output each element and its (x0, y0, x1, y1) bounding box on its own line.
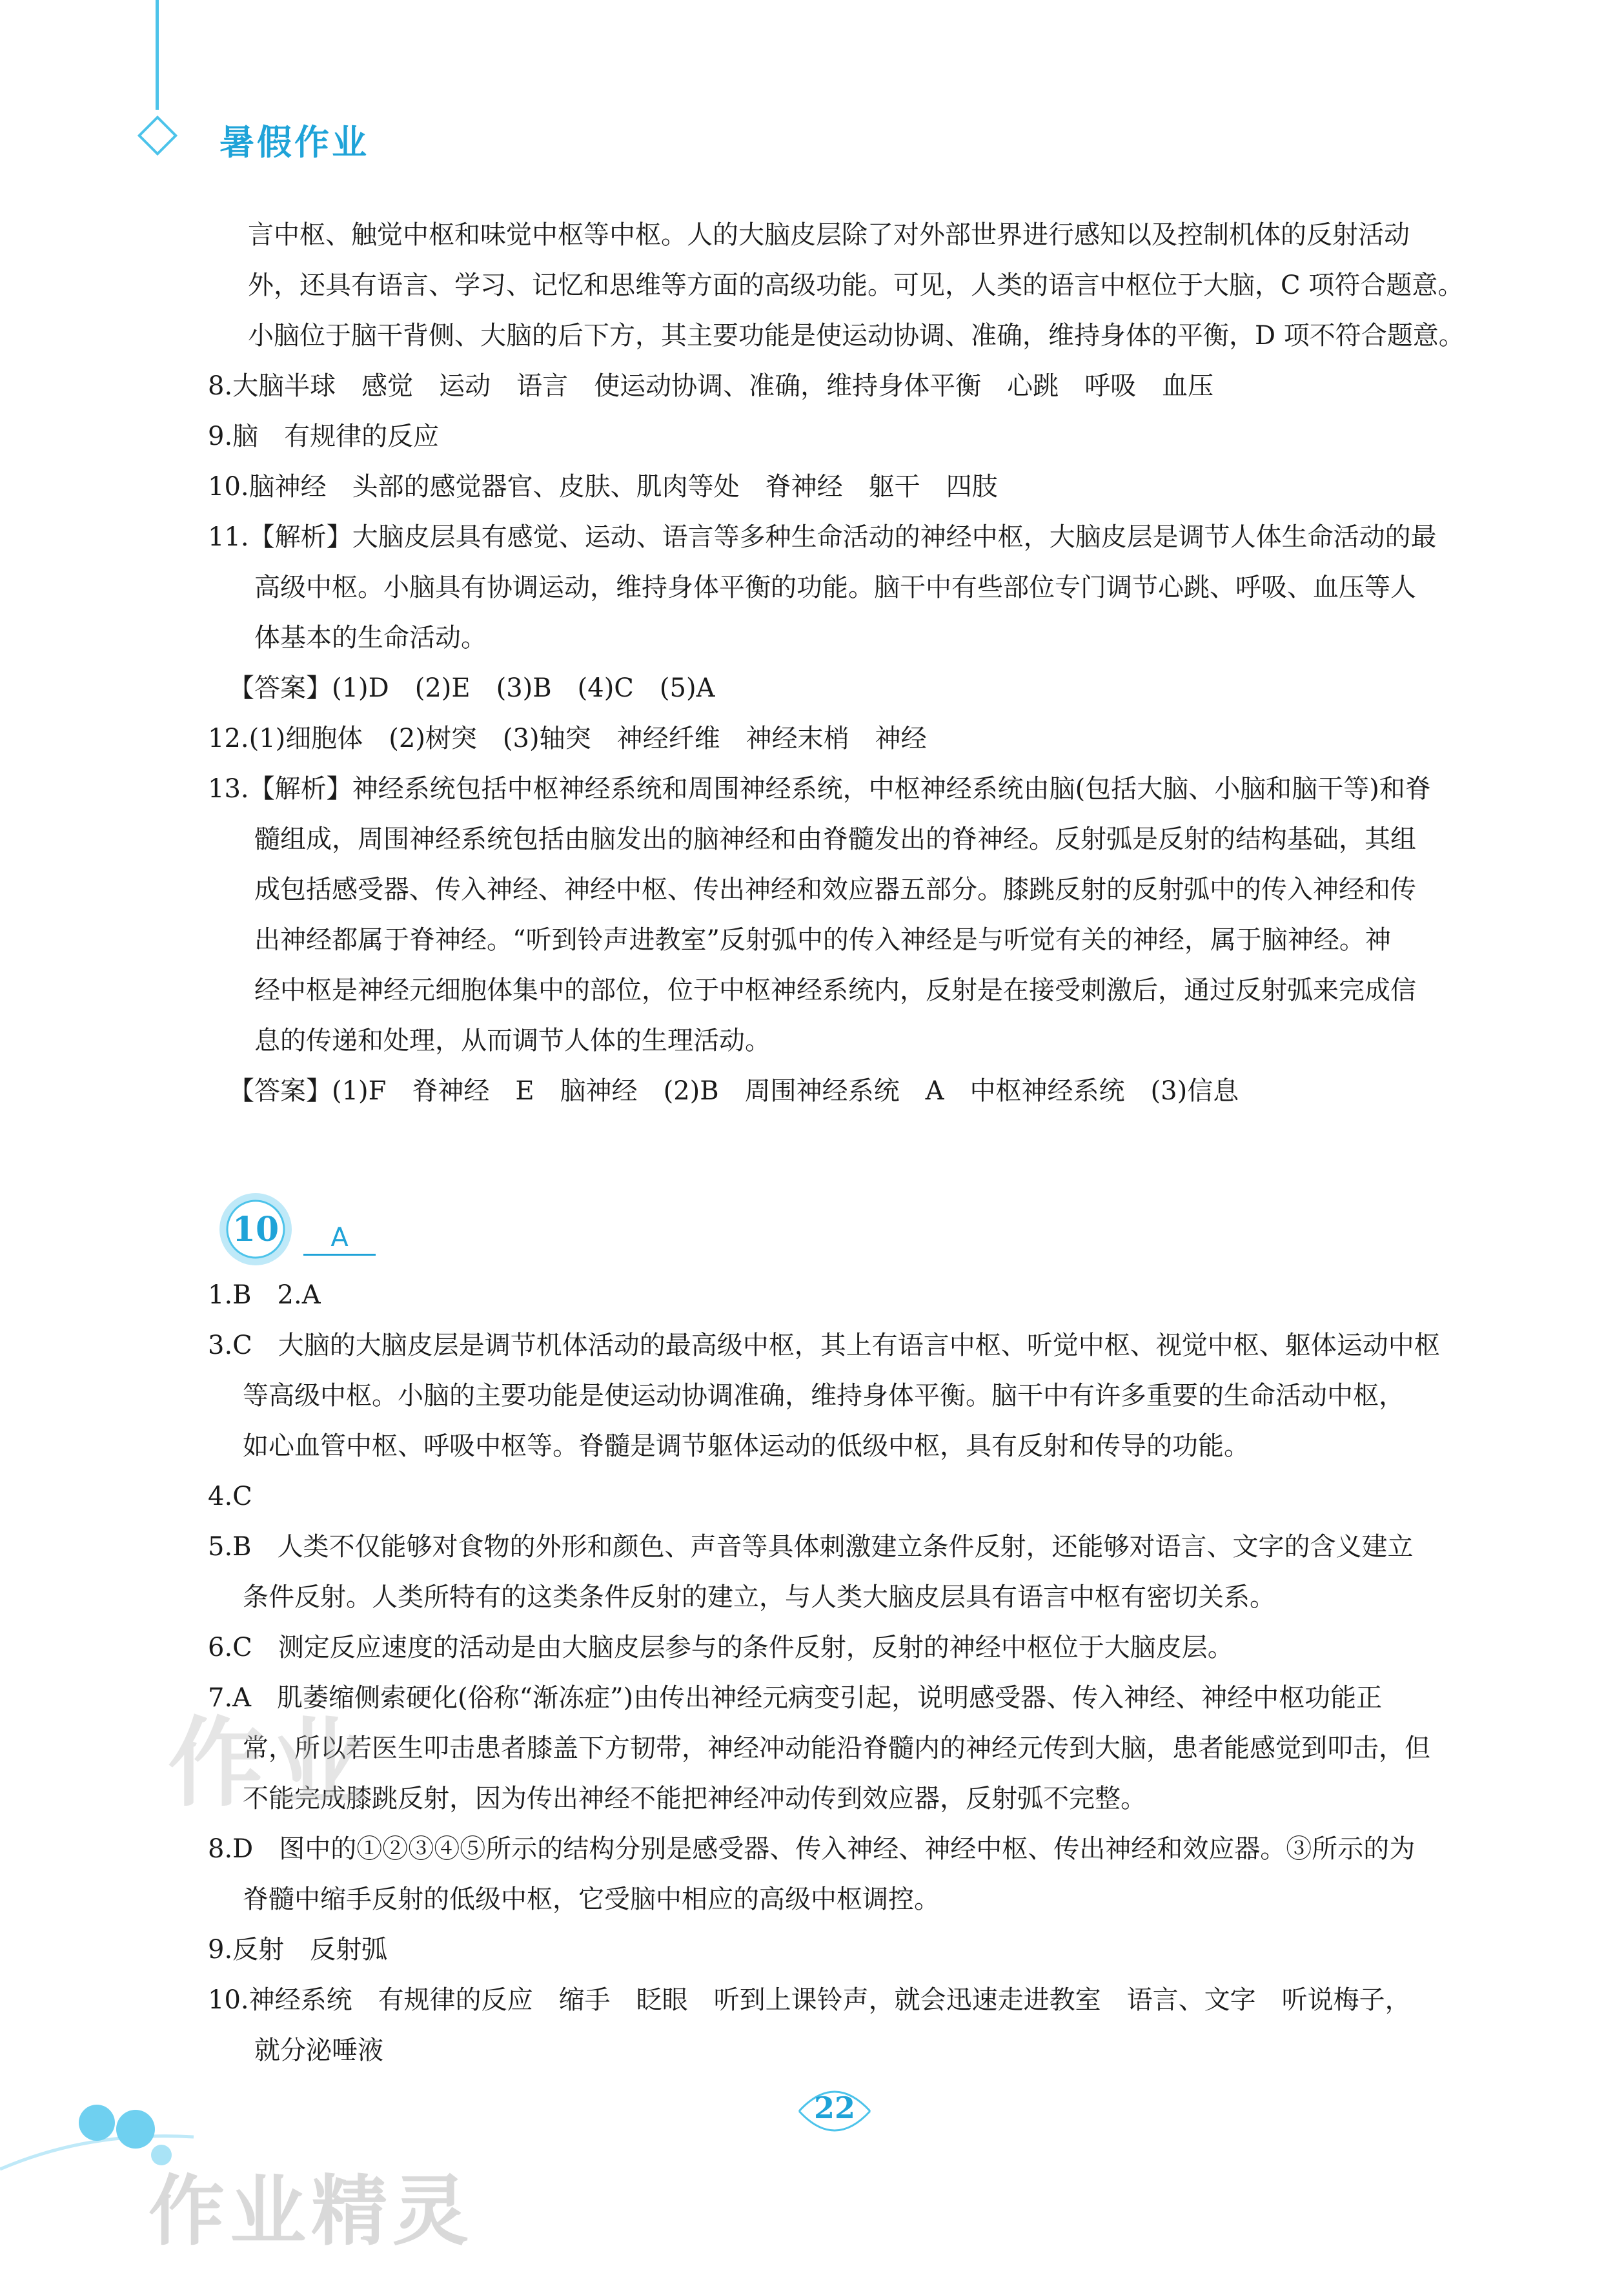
text-line: 脊髓中缩手反射的低级中枢，它受脑中相应的高级中枢调控。 (243, 1885, 940, 1914)
text-line: 就分泌唾液 (254, 2036, 383, 2065)
text-line: 高级中枢。小脑具有协调运动，维持身体平衡的功能。脑干中有些部位专门调节心跳、呼吸、血压等人 (254, 573, 1416, 602)
answer-9: 9.反射 反射弧 (208, 1935, 388, 1965)
answer-4: 4.C (208, 1482, 252, 1511)
watermark-bottom: 作业精灵 (148, 2167, 474, 2256)
header-vertical-line (156, 0, 159, 110)
answer-1-2: 1.B 2.A (208, 1280, 321, 1310)
text-line: 体基本的生命活动。 (254, 623, 487, 653)
text-line: 不能完成膝跳反射，因为传出神经不能把神经冲动传到效应器，反射弧不完整。 (243, 1784, 1146, 1813)
section-number: 10 (232, 1210, 279, 1249)
section-badge (217, 1190, 294, 1268)
answer-12: 12.(1)细胞体 (2)树突 (3)轴突 神经纤维 神经末梢 神经 (208, 724, 927, 753)
answer-11: 11.【解析】大脑皮层具有感觉、运动、语言等多种生命活动的神经中枢，大脑皮层是调节人体生命活动的最 (208, 522, 1437, 552)
answer-8: 8.大脑半球 感觉 运动 语言 使运动协调、准确，维持身体平衡 心跳 呼吸 血压 (208, 371, 1214, 401)
text-line: 经中枢是神经元细胞体集中的部位，位于中枢神经系统内，反射是在接受刺激后，通过反射弧来完成信 (254, 975, 1416, 1005)
answer-3: 3.C 大脑的大脑皮层是调节机体活动的最高级中枢，其上有语言中枢、听觉中枢、视觉中枢、躯体运动中枢 (208, 1331, 1440, 1360)
header-title: 暑假作业 (219, 122, 369, 163)
answer-10: 10.神经系统 有规律的反应 缩手 眨眼 听到上课铃声，就会迅速走进教室 语言、文字 听说梅子， (208, 1985, 1411, 2015)
text-line: 小脑位于脑干背侧、大脑的后下方，其主要功能是使运动协调、准确，维持身体的平衡，D 项不符合题意。 (248, 321, 1465, 351)
page-number: 22 (813, 2090, 855, 2125)
answer-8: 8.D 图中的①②③④⑤所示的结构分别是感受器、传入神经、神经中枢、传出神经和效应器。③所示的为 (208, 1834, 1416, 1864)
answer-13-key: 【答案】(1)F 脊神经 E 脑神经 (2)B 周围神经系统 A 中枢神经系统 (3)信息 (228, 1076, 1239, 1106)
text-line: 髓组成，周围神经系统包括由脑发出的脑神经和由脊髓发出的脊神经。反射弧是反射的结构基础，其组 (254, 824, 1416, 854)
text-line: 等高级中枢。小脑的主要功能是使运动协调准确，维持身体平衡。脑干中有许多重要的生命活动中枢， (243, 1381, 1405, 1411)
header-diamond-icon (137, 116, 178, 156)
text-line: 如心血管中枢、呼吸中枢等。脊髓是调节躯体运动的低级中枢，具有反射和传导的功能。 (243, 1431, 1250, 1461)
answer-6: 6.C 测定反应速度的活动是由大脑皮层参与的条件反射，反射的神经中枢位于大脑皮层。 (208, 1633, 1233, 1662)
answer-10: 10.脑神经 头部的感觉器官、皮肤、肌肉等处 脊神经 躯干 四肢 (208, 472, 998, 502)
answer-7: 7.A 肌萎缩侧索硬化(俗称“渐冻症”)由传出神经元病变引起，说明感受器、传入神经、神经中枢功能正 (208, 1683, 1383, 1713)
answer-11-key: 【答案】(1)D (2)E (3)B (4)C (5)A (228, 673, 715, 703)
text-line: 息的传递和处理，从而调节人体的生理活动。 (254, 1026, 771, 1056)
text-line: 成包括感受器、传入神经、神经中枢、传出神经和效应器五部分。膝跳反射的反射弧中的传入神经和传 (254, 875, 1416, 904)
text-line: 出神经都属于脊神经。“听到铃声进教室”反射弧中的传入神经是与听觉有关的神经，属于脑神经。神 (254, 925, 1391, 955)
text-line: 外，还具有语言、学习、记忆和思维等方面的高级功能。可见，人类的语言中枢位于大脑，C 项符合题意。 (248, 271, 1464, 300)
answer-13: 13.【解析】神经系统包括中枢神经系统和周围神经系统，中枢神经系统由脑(包括大脑、小脑和脑干等)和脊 (208, 774, 1431, 804)
answer-5: 5.B 人类不仅能够对食物的外形和颜色、声音等具体刺激建立条件反射，还能够对语言、文字的含义建立 (208, 1532, 1414, 1562)
text-line: 条件反射。人类所特有的这类条件反射的建立，与人类大脑皮层具有语言中枢有密切关系。 (243, 1582, 1275, 1612)
answer-9: 9.脑 有规律的反应 (208, 422, 440, 451)
section-subtitle: A (303, 1223, 376, 1256)
text-line: 常，所以若医生叩击患者膝盖下方韧带，神经冲动能沿脊髓内的神经元传到大脑，患者能感觉到叩击，但 (243, 1733, 1430, 1763)
text-line: 言中枢、触觉中枢和味觉中枢等中枢。人的大脑皮层除了对外部世界进行感知以及控制机体的反射活动 (248, 220, 1410, 250)
watermark-mid: 作业 (168, 1708, 372, 1820)
